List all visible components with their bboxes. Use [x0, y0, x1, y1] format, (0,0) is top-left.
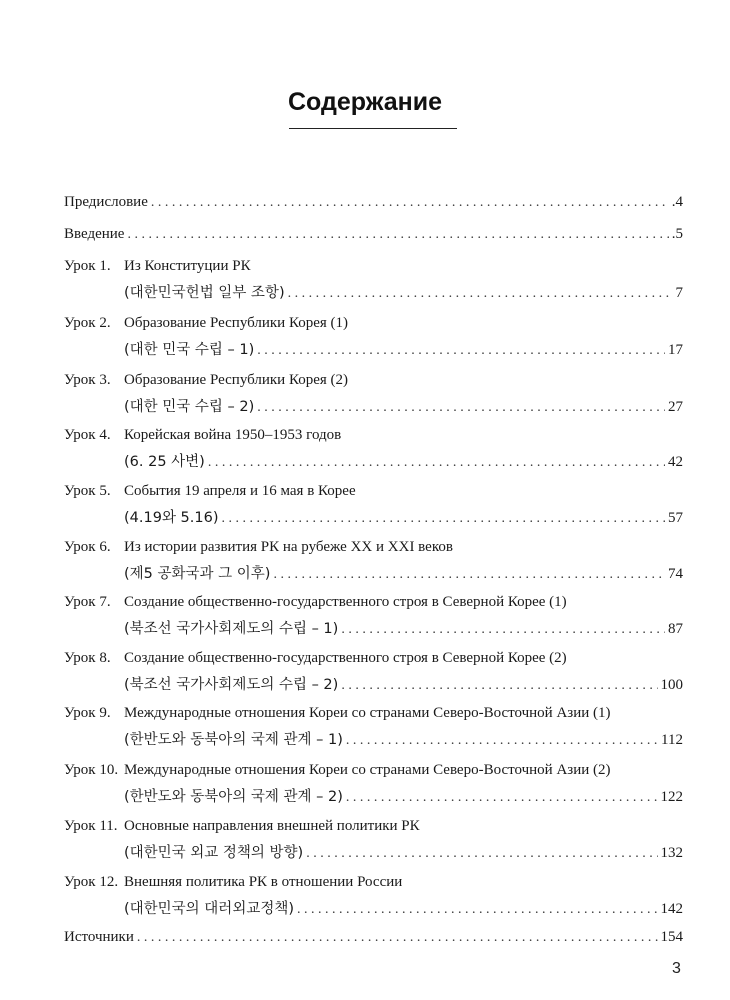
toc-entry-korean-title: (6. 25 사변): [124, 454, 205, 470]
lesson-label: Урок 2.: [64, 315, 111, 331]
dot-leader: [346, 733, 658, 749]
toc-entry-korean-title: (북조선 국가사회제도의 수립 – 2): [124, 677, 339, 693]
toc-entry-lesson-10[interactable]: [64, 762, 683, 784]
lesson-label: Урок 5.: [64, 483, 111, 499]
toc-page-number: 87: [668, 621, 683, 637]
toc-entry-sources[interactable]: [64, 929, 683, 951]
toc-entry-title: Образование Республики Корея (1): [124, 315, 349, 331]
dot-leader: [288, 286, 673, 302]
toc-entry-title: Введение: [64, 226, 125, 242]
dot-leader: [257, 400, 665, 416]
toc-page-number: 122: [660, 789, 683, 805]
dot-leader: [297, 902, 658, 918]
toc-entry-title: Источники: [64, 929, 134, 945]
toc-page-number: 142: [660, 901, 683, 917]
lesson-label: Урок 7.: [64, 594, 111, 610]
toc-entry-lesson-9[interactable]: [64, 705, 683, 727]
toc-entry-title: Образование Республики Корея (2): [124, 372, 349, 388]
toc-entry-lesson-2-korean[interactable]: [124, 338, 683, 360]
toc-entry-title: Международные отношения Кореи со странами Северо-Восточной Азии (2): [124, 762, 611, 778]
lesson-label: Урок 1.: [64, 258, 111, 274]
toc-entry-title: Внешняя политика РК в отношении России: [124, 874, 403, 890]
toc-page-number: 7: [675, 285, 683, 301]
lesson-label: Урок 12.: [64, 874, 119, 890]
toc-page-number: 100: [660, 677, 683, 693]
toc-entry-korean-title: (대한 민국 수립 – 1): [124, 342, 255, 358]
toc-entry-lesson-2[interactable]: [64, 315, 683, 337]
dot-leader: [273, 567, 665, 583]
page-title: Содержание: [287, 88, 443, 116]
dot-leader: [346, 790, 658, 806]
toc-page-number: 42: [668, 454, 683, 470]
toc-entry-lesson-3[interactable]: [64, 372, 683, 394]
toc-entry-lesson-1-korean[interactable]: [124, 281, 683, 303]
dot-leader: [341, 622, 665, 638]
toc-entry-title: Международные отношения Кореи со странами Северо-Восточной Азии (1): [124, 705, 611, 721]
toc-page-number: .4: [671, 194, 683, 210]
dot-leader: [127, 227, 668, 243]
toc-entry-title: Корейская война 1950–1953 годов: [124, 427, 342, 443]
toc-entry-lesson-6[interactable]: [64, 539, 683, 561]
dot-leader: [306, 846, 657, 862]
toc-entry-lesson-5-korean[interactable]: [124, 506, 683, 528]
toc-entry-preface[interactable]: [64, 194, 683, 216]
toc-entry-korean-title: (대한 민국 수립 – 2): [124, 399, 255, 415]
toc-entry-title: Создание общественно-государственного строя в Северной Корее (2): [124, 650, 567, 666]
toc-entry-title: Создание общественно-государственного строя в Северной Корее (1): [124, 594, 567, 610]
toc-page-number: 154: [660, 929, 683, 945]
toc-entry-lesson-5[interactable]: [64, 483, 683, 505]
toc-entry-lesson-7-korean[interactable]: [124, 617, 683, 639]
dot-leader: [151, 195, 669, 211]
toc-entry-title: События 19 апреля и 16 мая в Корее: [124, 483, 356, 499]
lesson-label: Урок 4.: [64, 427, 111, 443]
toc-entry-korean-title: (제5 공화국과 그 이후): [124, 566, 271, 582]
toc-entry-lesson-1[interactable]: [64, 258, 683, 280]
dot-leader: [222, 511, 665, 527]
toc-entry-lesson-11[interactable]: [64, 818, 683, 840]
dot-leader: [137, 930, 658, 946]
toc-entry-lesson-10-korean[interactable]: [124, 785, 683, 807]
toc-entry-title: Из истории развития РК на рубеже XX и XXI веков: [124, 539, 453, 555]
toc-page-number: 74: [668, 566, 683, 582]
toc-entry-lesson-8[interactable]: [64, 650, 683, 672]
toc-page-number: .5: [671, 226, 683, 242]
toc-entry-korean-title: (4.19와 5.16): [124, 510, 219, 526]
toc-entry-lesson-12[interactable]: [64, 874, 683, 896]
toc-entry-title: Основные направления внешней политики РК: [124, 818, 420, 834]
toc-entry-lesson-4[interactable]: [64, 427, 683, 449]
dot-leader: [341, 678, 657, 694]
toc-entry-lesson-11-korean[interactable]: [124, 841, 683, 863]
toc-entry-korean-title: (대한민국 외교 정책의 방향): [124, 845, 304, 861]
lesson-label: Урок 3.: [64, 372, 111, 388]
lesson-label: Урок 6.: [64, 539, 111, 555]
toc-entry-lesson-7[interactable]: [64, 594, 683, 616]
page-folio: 3: [672, 960, 681, 977]
toc-entry-korean-title: (대한민국의 대러외교정책): [124, 901, 294, 917]
toc-entry-lesson-8-korean[interactable]: [124, 673, 683, 695]
lesson-label: Урок 9.: [64, 705, 111, 721]
toc-entry-lesson-6-korean[interactable]: [124, 562, 683, 584]
toc-entry-lesson-3-korean[interactable]: [124, 395, 683, 417]
lesson-label: Урок 11.: [64, 818, 118, 834]
toc-entry-korean-title: (한반도와 동북아의 국제 관계 – 2): [124, 789, 343, 805]
toc-page-number: 17: [668, 342, 683, 358]
toc-entry-korean-title: (대한민국헌법 일부 조항): [124, 285, 285, 301]
toc-entry-korean-title: (한반도와 동북아의 국제 관계 – 1): [124, 732, 343, 748]
dot-leader: [208, 455, 665, 471]
lesson-label: Урок 8.: [64, 650, 111, 666]
lesson-label: Урок 10.: [64, 762, 119, 778]
toc-page-number: 57: [668, 510, 683, 526]
toc-entry-lesson-9-korean[interactable]: [124, 728, 683, 750]
toc-entry-title: Из Конституции РК: [124, 258, 251, 274]
dot-leader: [257, 343, 665, 359]
toc-page-number: 112: [661, 732, 683, 748]
toc-entry-lesson-4-korean[interactable]: [124, 450, 683, 472]
toc-entry-korean-title: (북조선 국가사회제도의 수립 – 1): [124, 621, 339, 637]
toc-page-number: 132: [660, 845, 683, 861]
toc-entry-lesson-12-korean[interactable]: [124, 897, 683, 919]
toc-entry-title: Предисловие: [64, 194, 148, 210]
toc-page-number: 27: [668, 399, 683, 415]
toc-entry-introduction[interactable]: [64, 226, 683, 248]
